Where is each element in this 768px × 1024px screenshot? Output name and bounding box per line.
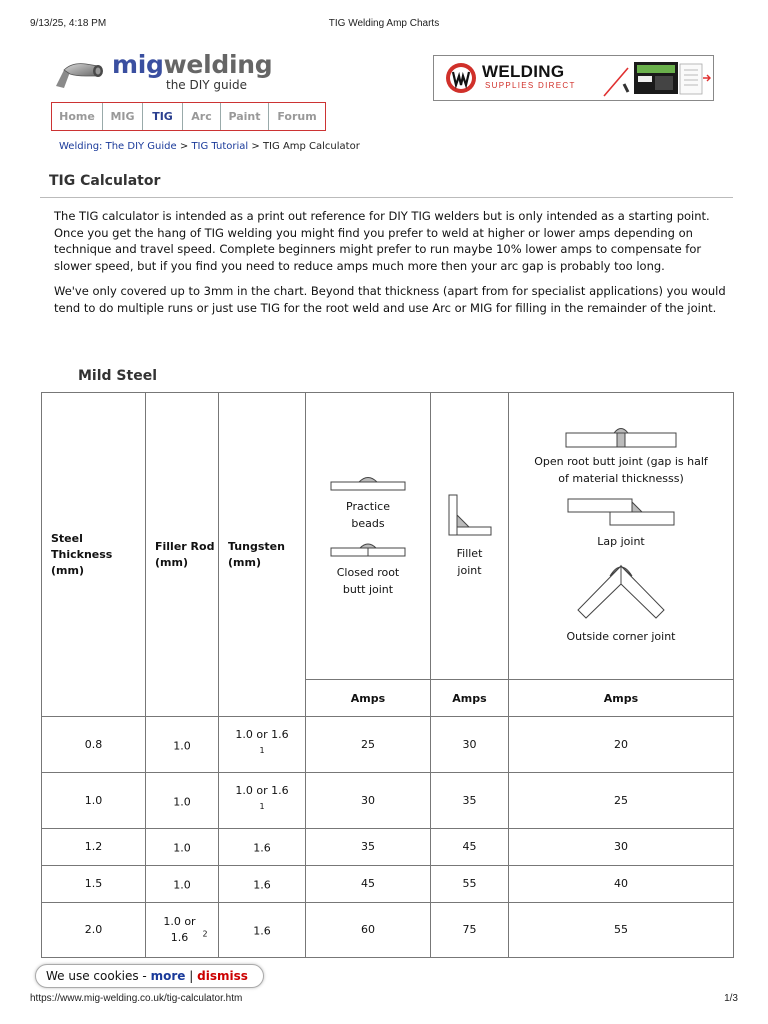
title-divider (40, 197, 733, 198)
breadcrumb-tutorial-link[interactable]: TIG Tutorial (191, 141, 249, 152)
nav-tig[interactable]: TIG (142, 103, 182, 130)
cell-amps-open-lap-corner: 40 (509, 866, 734, 903)
brand-name (112, 50, 272, 79)
breadcrumb-separator: > (251, 141, 260, 152)
breadcrumb-separator: > (179, 141, 189, 152)
cell-tungsten (219, 866, 306, 903)
brand-tagline: the DIY guide (166, 78, 247, 92)
cell-tungsten (219, 773, 306, 829)
cell-tungsten-value: 1.6 (253, 924, 271, 938)
table-row (42, 866, 734, 903)
cell-filler (146, 866, 219, 903)
brand-part-a: mig (112, 50, 164, 79)
cell-amps-practice-closed: 35 (306, 829, 431, 866)
ad-logo-icon (444, 61, 478, 95)
page-title: TIG Calculator (49, 173, 161, 189)
cell-amps-fillet: 35 (431, 773, 509, 829)
cell-amps-fillet: 55 (431, 866, 509, 903)
cell-thickness: 2.0 (42, 903, 146, 958)
intro-paragraph: The TIG calculator is intended as a print out reference for DIY TIG welders but is only intended as a starting point. Once you get the hang of TIG welding you might find you prefer to weld at higher or lower amps depending on technique and travel speed. Complete beginners might prefer to run maybe 10% lower amps to compensate for slower speed, but if you find you need to reduce amps much more then your arc gap is probably too long. (54, 209, 710, 273)
print-footer (30, 993, 738, 1007)
closed-root-butt-joint-icon (329, 540, 407, 558)
footnote-marker: 1 (259, 801, 265, 811)
nav-arc[interactable]: Arc (182, 103, 220, 130)
cell-thickness: 1.0 (42, 773, 146, 829)
cell-filler-value: 1.0 (173, 795, 191, 809)
label-outside-corner-joint: Outside corner joint (566, 630, 676, 643)
table-row (42, 717, 734, 773)
cell-amps-fillet: 45 (431, 829, 509, 866)
cookie-dismiss-button[interactable]: dismiss (197, 969, 248, 983)
cell-tungsten-value: 1.0 or 1.6 (235, 783, 289, 797)
welding-machine-icon (602, 58, 712, 100)
cell-amps-practice-closed: 60 (306, 903, 431, 958)
footnote-marker: 2 (202, 929, 208, 939)
cell-filler (146, 903, 219, 958)
table-row (42, 773, 734, 829)
torch-icon (52, 56, 106, 90)
intro-text (54, 208, 734, 325)
print-page-number: 1/3 (724, 993, 738, 1004)
table-row (42, 903, 734, 958)
breadcrumb (59, 141, 360, 152)
cell-filler-value: 1.0 (173, 878, 191, 892)
header-amps: Amps (306, 680, 431, 717)
footnote-marker: 1 (259, 745, 265, 755)
cell-filler (146, 773, 219, 829)
header-amps: Amps (431, 680, 509, 717)
nav-mig[interactable]: MIG (102, 103, 142, 130)
open-root-butt-joint-icon (564, 427, 678, 449)
cookie-more-link[interactable]: more (150, 969, 186, 983)
print-header (30, 18, 738, 32)
label-lap-joint: Lap joint (597, 535, 645, 548)
cell-amps-practice-closed: 45 (306, 866, 431, 903)
breadcrumb-current: TIG Amp Calculator (262, 141, 360, 152)
header-fillet (431, 393, 509, 680)
cell-amps-practice-closed: 25 (306, 717, 431, 773)
cell-tungsten (219, 717, 306, 773)
cell-filler (146, 717, 219, 773)
cell-tungsten (219, 903, 306, 958)
ad-banner[interactable] (433, 55, 714, 101)
header-open-lap-corner (509, 393, 734, 680)
brand-part-b: welding (163, 50, 273, 79)
header-filler-rod: Filler Rod (mm) (146, 393, 219, 717)
header-amps: Amps (509, 680, 734, 717)
cell-filler-value: 1.0 (173, 841, 191, 855)
cell-thickness: 1.5 (42, 866, 146, 903)
header-practice-closed-root (306, 393, 431, 680)
cell-tungsten-value: 1.6 (253, 878, 271, 892)
label-open-root-butt-joint: Open root butt joint (gap is half of material thicknesss) (534, 455, 708, 485)
label-closed-root-butt-joint: Closed root butt joint (336, 566, 400, 596)
print-datetime: 9/13/25, 4:18 PM (30, 18, 107, 29)
ad-name: WELDING (482, 62, 565, 81)
section-title-mild-steel: Mild Steel (78, 368, 157, 384)
site-logo[interactable] (52, 50, 272, 94)
print-doc-title: TIG Welding Amp Charts (328, 18, 440, 29)
cookie-separator: | (189, 969, 194, 983)
print-url: https://www.mig-welding.co.uk/tig-calculator.htm (30, 993, 243, 1004)
practice-bead-icon (329, 474, 407, 492)
cell-thickness: 1.2 (42, 829, 146, 866)
cell-filler-value: 1.0 or 1.6 (163, 915, 196, 944)
cell-amps-open-lap-corner: 30 (509, 829, 734, 866)
intro-paragraph: We've only covered up to 3mm in the chart. Beyond that thickness (apart from for specialist applications) you would tend to do multiple runs or just use TIG for the root weld and use Arc or MIG for filling in the remainder of the joint. (54, 284, 726, 315)
cell-amps-practice-closed: 30 (306, 773, 431, 829)
lap-joint-icon (566, 495, 676, 529)
main-nav (51, 102, 326, 131)
cell-thickness: 0.8 (42, 717, 146, 773)
amp-chart-table (41, 392, 734, 958)
cell-tungsten (219, 829, 306, 866)
cell-filler-value: 1.0 (173, 739, 191, 753)
cell-amps-open-lap-corner: 25 (509, 773, 734, 829)
ad-subtitle: SUPPLIES DIRECT (485, 81, 576, 90)
header-tungsten: Tungsten (mm) (219, 393, 306, 717)
cookie-text: We use cookies - (46, 969, 147, 983)
cell-tungsten-value: 1.6 (253, 841, 271, 855)
label-fillet-joint: Fillet joint (456, 547, 483, 577)
table-row (42, 829, 734, 866)
nav-paint[interactable]: Paint (220, 103, 268, 130)
cell-amps-open-lap-corner: 20 (509, 717, 734, 773)
cookie-banner (35, 964, 264, 988)
fillet-joint-icon (447, 493, 493, 541)
cell-amps-open-lap-corner: 55 (509, 903, 734, 958)
label-practice-beads: Practice beads (346, 500, 390, 530)
cell-filler (146, 829, 219, 866)
cell-tungsten-value: 1.0 or 1.6 (235, 727, 289, 741)
outside-corner-joint-icon (566, 556, 676, 624)
header-steel-thickness: Steel Thickness (mm) (42, 393, 146, 717)
cell-amps-fillet: 30 (431, 717, 509, 773)
breadcrumb-home-link[interactable]: Welding: The DIY Guide (59, 141, 177, 152)
nav-home[interactable]: Home (59, 110, 95, 123)
nav-forum[interactable]: Forum (268, 103, 325, 130)
cell-amps-fillet: 75 (431, 903, 509, 958)
